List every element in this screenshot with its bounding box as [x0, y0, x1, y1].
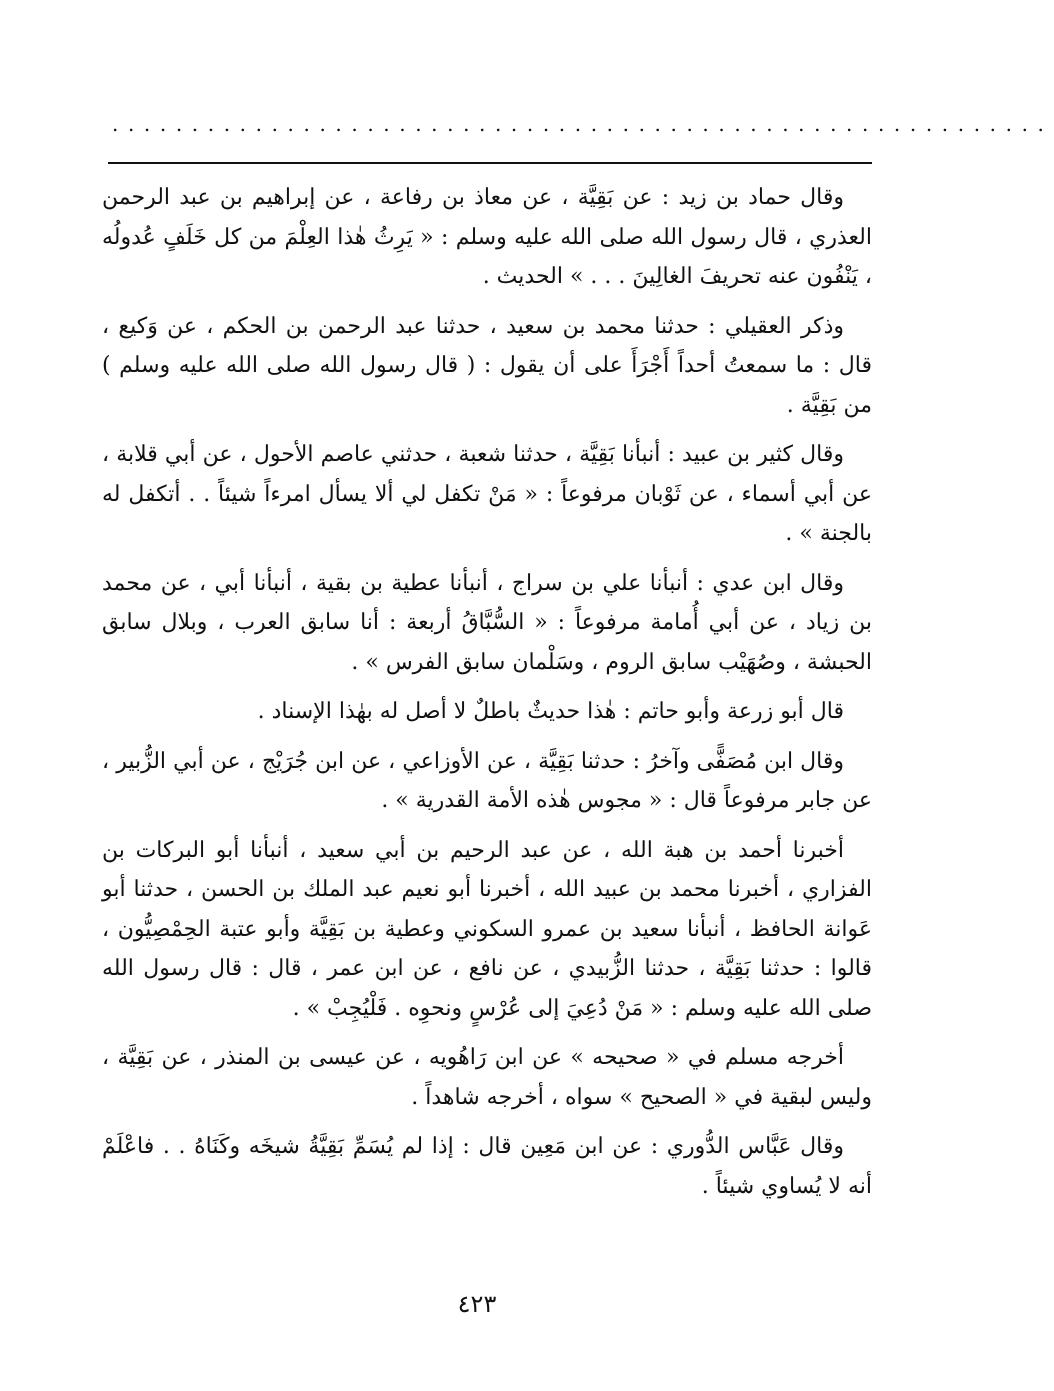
paragraph-7: أخبرنا أحمد بن هبة الله ، عن عبد الرحيم بن أبي سعيد ، أنبأنا أبو البركات بن الفزاري ، أخبرنا محمد بن عبيد الله ، أخبرنا أبو نعيم عبد الملك بن الحسن ، حدثنا أبو عَوانة الحافظ ، أنبأنا سعيد بن عمرو السكوني وعطية بن بَقِيَّة وأبو عتبة الحِمْصِيُّون ، قالوا : حدثنا بَقِيَّة ، حدثنا الزُّبيدي ، عن نافع ، عن ابن عمر ، قال : قال رسول الله صلى الله عليه وسلم : « مَنْ دُعِيَ إلى عُرْسٍ ونحوِه . فَلْيُجِبْ » .: [102, 837, 872, 1021]
paragraph-1: وقال حماد بن زيد : عن بَقِيَّة ، عن معاذ بن رفاعة ، عن إبراهيم بن عبد الرحمن العذري ، قال رسول الله صلى الله عليه وسلم : « يَرِثُ هٰذا العِلْمَ من كل خَلَفٍ عُدولُه ، يَنْفُون عنه تحريفَ الغالِينَ . . . » الحديث .: [102, 185, 872, 289]
page-number: ٤٢٣: [457, 1290, 497, 1318]
header-rule: [108, 162, 872, 164]
paragraph-2: وذكر العقيلي : حدثنا محمد بن سعيد ، حدثنا عبد الرحمن بن الحكم ، عن وَكيع ، قال : ما سمعتُ أحداً أَجْرَأَ على أن يقول : ( قال رسول الله صلى الله عليه وسلم ) من بَقِيَّة .: [102, 313, 872, 418]
paragraph-6: وقال ابن مُصَفًّى وآخرُ : حدثنا بَقِيَّة ، عن الأوزاعي ، عن ابن جُرَيْج ، عن أبي الزُّبير ، عن جابر مرفوعاً قال : « مجوس هٰذه الأمة القدرية » .: [102, 748, 872, 813]
paragraph-8: أخرجه مسلم في « صحيحه » عن ابن رَاهُويه ، عن عيسى بن المنذر ، عن بَقِيَّة ، وليس لبقية في « الصحيح » سواه ، أخرجه شاهداً .: [102, 1045, 872, 1110]
main-text: [102, 178, 872, 1216]
paragraph-9: وقال عَبَّاس الدُّوري : عن ابن مَعِين قال : إذا لم يُسَمِّ بَقِيَّةُ شيخَه وكَنَاهُ . . فاعْلَمْ أنه لا يُساوي شيئاً .: [102, 1134, 872, 1199]
header-dotted-line: ...........................................................: [112, 112, 1054, 136]
paragraph-5: قال أبو زرعة وأبو حاتم : هٰذا حديثٌ باطلٌ لا أصل له بهٰذا الإسناد .: [257, 699, 844, 724]
paragraph-3: وقال كثير بن عبيد : أنبأنا بَقِيَّة ، حدثنا شعبة ، حدثني عاصم الأحول ، عن أبي قلابة ، عن أبي أسماء ، عن ثَوْبان مرفوعاً : « مَنْ تكفل لي ألا يسأل امرءاً شيئاً . . أتكفل له بالجنة » .: [102, 442, 872, 546]
paragraph-4: وقال ابن عدي : أنبأنا علي بن سراج ، أنبأنا عطية بن بقية ، أنبأنا أبي ، عن محمد بن زياد ، عن أبي أُمامة مرفوعاً : « السُّبَّاقُ أربعة : أنا سابق العرب ، وبلال سابق الحبشة ، وصُهَيْب سابق الروم ، وسَلْمان سابق الفرس » .: [102, 570, 873, 675]
